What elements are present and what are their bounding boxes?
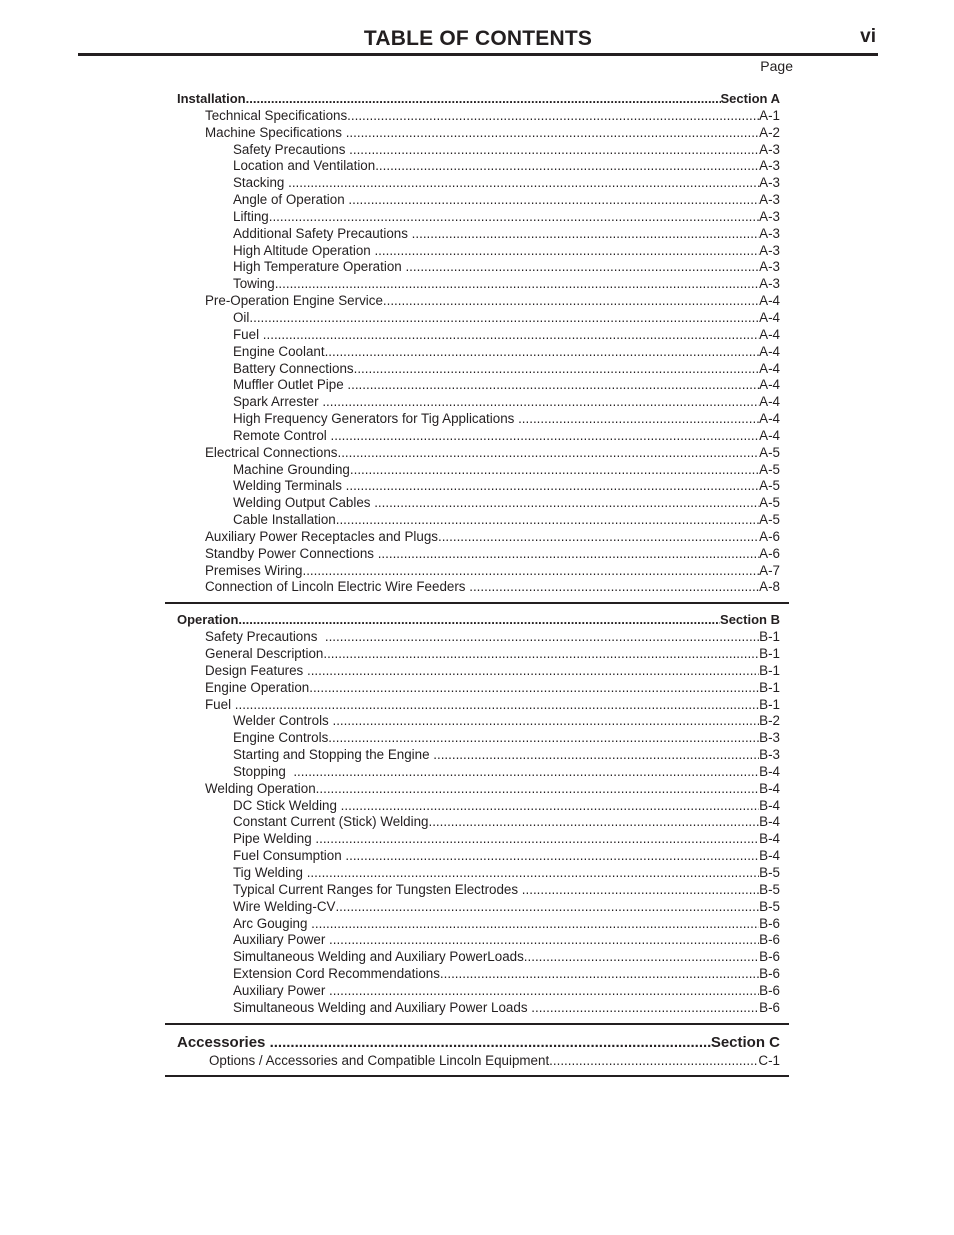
toc-entry[interactable] (165, 764, 789, 781)
toc-entry-title: Additional Safety Precautions (233, 225, 412, 241)
toc-entry-page: A-3 (759, 259, 780, 275)
toc-entry-page: B-4 (759, 814, 780, 830)
page-header (78, 22, 878, 56)
toc-entry-page: A-3 (759, 208, 780, 224)
toc-entry[interactable] (165, 882, 789, 899)
toc-entry[interactable] (165, 411, 789, 428)
toc-entry-page: A-5 (759, 461, 780, 477)
dot-leader (263, 327, 759, 344)
dot-leader (329, 983, 759, 1000)
dot-leader (345, 848, 759, 865)
toc-entry-title: Tig Welding (233, 864, 307, 880)
toc-entry[interactable] (165, 798, 789, 815)
toc-entry[interactable] (165, 697, 789, 714)
toc-entry[interactable] (165, 142, 789, 159)
toc-entry-page: B-6 (759, 915, 780, 931)
toc-entry[interactable] (165, 175, 789, 192)
dot-leader (311, 916, 759, 933)
dot-leader (354, 361, 760, 378)
toc-entry[interactable] (165, 108, 789, 125)
toc-entry[interactable] (165, 663, 789, 680)
dot-leader (469, 579, 759, 596)
toc-entry-title: High Altitude Operation (233, 242, 375, 258)
dot-leader (522, 882, 759, 899)
toc-entry[interactable] (165, 966, 789, 983)
toc-entry-title: Starting and Stopping the Engine (233, 747, 434, 763)
dot-leader (346, 125, 759, 142)
toc-entry-page: A-4 (759, 394, 780, 410)
dot-leader (412, 226, 760, 243)
toc-section (165, 1033, 789, 1078)
toc-entry-page: A-4 (759, 326, 780, 342)
toc-entry-title: Options / Accessories and Compatible Lincoln Equipment (209, 1052, 550, 1068)
dot-leader (347, 377, 759, 394)
dot-leader (322, 394, 759, 411)
toc-entry-title: Welder Controls (233, 713, 333, 729)
toc-entry[interactable] (165, 310, 789, 327)
dot-leader (325, 629, 759, 646)
page-title: TABLE OF CONTENTS (363, 27, 593, 50)
toc-entry-title: Arc Gouging (233, 915, 312, 931)
toc-entry[interactable] (165, 259, 789, 276)
toc-entry-page: B-3 (759, 747, 780, 763)
dot-leader (246, 91, 721, 108)
toc-entry[interactable] (165, 361, 789, 378)
toc-entry[interactable] (165, 983, 789, 1000)
dot-leader (531, 1000, 759, 1017)
dot-leader (307, 865, 759, 882)
toc-entry[interactable] (165, 932, 789, 949)
toc-entry-title: Welding Operation (205, 780, 316, 796)
toc-entry-title: Standby Power Connections (205, 545, 378, 561)
toc-entry-page: A-4 (759, 343, 780, 359)
toc-entry-page: B-1 (759, 629, 780, 645)
toc-entry-title: Auxiliary Power (233, 982, 329, 998)
dot-leader (350, 462, 759, 479)
toc-entry-page: A-3 (759, 158, 780, 174)
toc-entry-title: Remote Control (233, 427, 331, 443)
toc-entry[interactable] (165, 629, 789, 646)
toc-entry-page: B-1 (759, 662, 780, 678)
toc-entry[interactable] (165, 899, 789, 916)
toc-entry-page: A-5 (759, 444, 780, 460)
dot-leader (518, 411, 759, 428)
dot-leader (269, 209, 759, 226)
toc-entry[interactable] (165, 949, 789, 966)
dot-leader (315, 831, 759, 848)
dot-leader (440, 966, 759, 983)
toc-entry-title: Pipe Welding (233, 831, 316, 847)
toc-entry-page: A-4 (759, 377, 780, 393)
toc-entry-title: Battery Connections (233, 360, 354, 376)
toc-entry-page: B-6 (759, 966, 780, 982)
dot-leader (337, 445, 759, 462)
toc-entry[interactable] (165, 394, 789, 411)
toc-entry-title: Welding Terminals (233, 478, 346, 494)
dot-leader (249, 310, 759, 327)
toc-entry-title: Engine Coolant (233, 343, 325, 359)
toc-entry-title: High Temperature Operation (233, 259, 406, 275)
toc-entry-title: Safety Precautions (205, 629, 325, 645)
toc-entry-title: Stacking (233, 175, 289, 191)
toc-entry-page: C-1 (758, 1052, 780, 1068)
dot-leader (438, 529, 759, 546)
toc-entry[interactable] (165, 125, 789, 142)
toc-entry[interactable] (165, 529, 789, 546)
toc-entry[interactable] (165, 327, 789, 344)
toc-entry[interactable] (165, 462, 789, 479)
toc-entry-title: Pre-Operation Engine Service (205, 293, 383, 309)
toc-entry-page: B-4 (759, 831, 780, 847)
toc-entry-title: Machine Specifications (205, 124, 346, 140)
toc-entry-title: Auxiliary Power (233, 932, 329, 948)
dot-leader (375, 158, 759, 175)
dot-leader (433, 747, 759, 764)
dot-leader (293, 764, 759, 781)
dot-leader (331, 428, 760, 445)
dot-leader (307, 663, 759, 680)
toc-entry-page: B-6 (759, 932, 780, 948)
toc-entry-page: B-2 (759, 713, 780, 729)
toc-section-heading[interactable] (165, 91, 789, 108)
toc-entry[interactable] (165, 243, 789, 260)
toc-entry[interactable] (165, 158, 789, 175)
toc-entry-title: Operation (177, 612, 239, 628)
toc-section (165, 91, 789, 604)
toc-entry-page: A-3 (759, 175, 780, 191)
dot-leader (374, 243, 759, 260)
toc-entry-title: Oil (233, 309, 250, 325)
dot-leader (349, 142, 759, 159)
toc-entry-title: Muffler Outlet Pipe (233, 377, 348, 393)
toc-entry-page: B-5 (759, 898, 780, 914)
toc-entry[interactable] (165, 293, 789, 310)
toc-entry-page: B-6 (759, 982, 780, 998)
toc-entry[interactable] (165, 831, 789, 848)
dot-leader (235, 697, 759, 714)
toc-entry[interactable] (165, 814, 789, 831)
dot-leader (428, 814, 759, 831)
toc-entry-page: A-6 (759, 528, 780, 544)
dot-leader (348, 192, 759, 209)
dot-leader (346, 478, 760, 495)
toc-entry-title: Premises Wiring (205, 562, 303, 578)
dot-leader (325, 344, 760, 361)
toc-entry-page: A-5 (759, 495, 780, 511)
toc-section-heading[interactable] (165, 612, 789, 629)
dot-leader (374, 495, 759, 512)
toc-entry-page: A-6 (759, 545, 780, 561)
dot-leader (378, 546, 759, 563)
toc-entry[interactable] (165, 546, 789, 563)
toc-entry-page: A-3 (759, 141, 780, 157)
toc-entry-page: A-2 (759, 124, 780, 140)
toc-entry-title: Towing (233, 276, 275, 292)
toc-entry[interactable] (165, 680, 789, 697)
toc-entry[interactable] (165, 445, 789, 462)
dot-leader (336, 512, 759, 529)
toc-entry-page: B-6 (759, 999, 780, 1015)
toc-entry-title: Lifting (233, 208, 269, 224)
dot-leader (347, 108, 759, 125)
toc-entry-page: Section B (720, 612, 780, 628)
toc-entry-title: General Description (205, 646, 324, 661)
toc-entry-title: High Frequency Generators for Tig Applications (233, 411, 519, 427)
toc-entry-page: B-1 (759, 646, 780, 661)
toc-entry-page: B-4 (759, 763, 780, 779)
toc-entry-page: B-4 (759, 797, 780, 813)
toc-section-heading[interactable] (165, 1033, 789, 1053)
dot-leader (405, 259, 759, 276)
toc-entry-page: A-4 (759, 427, 780, 443)
toc-entry-title: Simultaneous Welding and Auxiliary Power Loads (233, 999, 532, 1015)
toc-entry-page: B-1 (759, 696, 780, 712)
page-column-label: Page (760, 58, 793, 74)
toc-section (165, 612, 789, 1024)
toc-entry-title: DC Stick Welding (233, 797, 341, 813)
dot-leader (329, 932, 759, 949)
toc-entry-page: A-7 (759, 562, 780, 578)
toc-entry-page: A-3 (759, 242, 780, 258)
dot-leader (275, 276, 759, 293)
toc-entry[interactable] (165, 226, 789, 243)
toc-entry-page: B-1 (759, 679, 780, 695)
toc-entry-page: B-5 (759, 864, 780, 880)
toc-entry-page: A-5 (759, 478, 780, 494)
toc-entry-page: A-5 (759, 512, 780, 528)
toc-entry-title: Fuel Consumption (233, 848, 346, 864)
toc-entry-title: Engine Controls (233, 730, 329, 746)
toc-entry-page: A-4 (759, 360, 780, 376)
toc-entry[interactable] (165, 512, 789, 529)
toc-entry[interactable] (165, 478, 789, 495)
toc-entry-page: Section A (720, 91, 780, 106)
toc-entry[interactable] (165, 1053, 789, 1070)
toc-entry-page: B-4 (759, 848, 780, 864)
toc-entry[interactable] (165, 730, 789, 747)
toc-entry[interactable] (165, 209, 789, 226)
table-of-contents (165, 91, 789, 1085)
toc-entry-title: Machine Grounding (233, 461, 350, 477)
toc-entry-page: Section C (710, 1033, 780, 1051)
toc-entry[interactable] (165, 428, 789, 445)
dot-leader (288, 175, 759, 192)
toc-entry-page: B-4 (759, 780, 780, 796)
page-number: vi (860, 26, 876, 47)
toc-entry-title: Technical Specifications (205, 107, 348, 123)
toc-entry-title: Engine Operation (205, 679, 310, 695)
toc-entry[interactable] (165, 848, 789, 865)
toc-entry[interactable] (165, 192, 789, 209)
toc-entry-page: A-1 (759, 107, 780, 123)
toc-entry[interactable] (165, 377, 789, 394)
dot-leader (316, 781, 759, 798)
dot-leader (341, 798, 760, 815)
dot-leader (309, 680, 759, 697)
toc-entry[interactable] (165, 865, 789, 882)
toc-entry[interactable] (165, 276, 789, 293)
toc-entry-title: Spark Arrester (233, 394, 323, 410)
toc-entry[interactable] (165, 495, 789, 512)
toc-entry-page: A-3 (759, 192, 780, 208)
toc-entry-title: Design Features (205, 662, 307, 678)
toc-entry-title: Fuel (233, 326, 263, 342)
toc-entry-page: B-5 (759, 881, 780, 897)
toc-entry[interactable] (165, 579, 789, 596)
toc-entry-title: Accessories (177, 1033, 270, 1051)
toc-entry[interactable] (165, 713, 789, 730)
toc-entry-title: Fuel (205, 696, 235, 712)
dot-leader (328, 730, 759, 747)
toc-entry-page: A-3 (759, 276, 780, 292)
toc-entry-title: Connection of Lincoln Electric Wire Feeders (205, 579, 470, 595)
toc-entry-title: Wire Welding-CV (233, 898, 336, 914)
toc-entry-title: Location and Ventilation (233, 158, 376, 174)
toc-entry[interactable] (165, 916, 789, 933)
toc-entry[interactable] (165, 646, 789, 663)
toc-entry-title: Safety Precautions (233, 141, 350, 157)
dot-leader (302, 563, 759, 580)
toc-entry[interactable] (165, 747, 789, 764)
dot-leader (270, 1033, 711, 1053)
dot-leader (238, 612, 720, 629)
toc-entry-title: Typical Current Ranges for Tungsten Electrodes (233, 881, 522, 897)
toc-entry[interactable] (165, 563, 789, 580)
toc-entry-page: A-4 (759, 309, 780, 325)
toc-entry-page: A-4 (759, 293, 780, 309)
toc-entry-page: A-3 (759, 225, 780, 241)
toc-entry[interactable] (165, 781, 789, 798)
toc-entry-title: Angle of Operation (233, 192, 349, 208)
toc-entry-title: Stopping (233, 763, 294, 779)
toc-entry-page: B-3 (759, 730, 780, 746)
toc-entry-title: Auxiliary Power Receptacles and Plugs (205, 528, 438, 544)
toc-entry-title: Welding Output Cables (233, 495, 375, 511)
toc-entry-title: Constant Current (Stick) Welding (233, 814, 429, 830)
toc-entry-title: Extension Cord Recommendations (233, 966, 440, 982)
toc-entry-title: Installation (177, 91, 246, 106)
toc-entry-page: A-8 (759, 579, 780, 595)
toc-entry[interactable] (165, 1000, 789, 1017)
toc-entry-title: Simultaneous Welding and Auxiliary PowerLoads (233, 949, 524, 965)
toc-entry-title: Electrical Connections (205, 444, 338, 460)
dot-leader (332, 713, 759, 730)
dot-leader (335, 899, 759, 916)
toc-entry-page: A-4 (759, 411, 780, 427)
dot-leader (549, 1053, 758, 1070)
toc-entry[interactable] (165, 344, 789, 361)
toc-entry-title: Cable Installation (233, 512, 336, 528)
toc-entry-page: B-6 (759, 949, 780, 965)
dot-leader (524, 949, 759, 966)
dot-leader (383, 293, 759, 310)
dot-leader (323, 646, 759, 663)
